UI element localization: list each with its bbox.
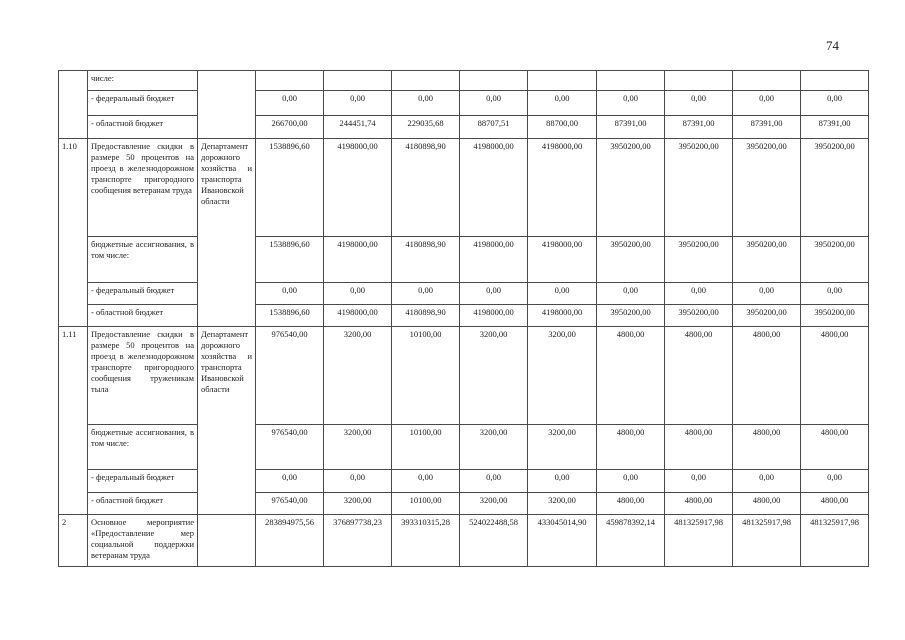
value-cell: 0,00 <box>392 470 460 493</box>
value-cell: 4198000,00 <box>460 139 528 237</box>
value-cell: 3200,00 <box>528 493 597 515</box>
table-row <box>59 425 869 470</box>
value-cell: 88700,00 <box>528 116 597 139</box>
value-cell: 4800,00 <box>801 425 869 470</box>
executor-cell <box>198 71 256 139</box>
value-cell: 0,00 <box>256 91 324 116</box>
value-cell: 4800,00 <box>665 493 733 515</box>
value-cell: 4198000,00 <box>460 237 528 283</box>
value-cell: 4800,00 <box>597 493 665 515</box>
value-cell: 524022488,58 <box>460 515 528 567</box>
value-cell: 0,00 <box>528 91 597 116</box>
value-cell: 0,00 <box>256 283 324 305</box>
value-cell: 0,00 <box>665 91 733 116</box>
row-label: - федеральный бюджет <box>88 91 198 116</box>
row-number-cell <box>59 71 88 139</box>
value-cell <box>324 71 392 91</box>
value-cell: 87391,00 <box>801 116 869 139</box>
budget-table-body <box>59 71 869 567</box>
value-cell: 4198000,00 <box>528 139 597 237</box>
table-row <box>59 139 869 237</box>
measure-description: Предоставление скидки в размере 50 процентов на проезд в железнодорожном транспорте пригородного сообщения ветеранам труда <box>88 139 198 237</box>
value-cell: 4800,00 <box>733 425 801 470</box>
measure-description: Основное мероприятие «Предоставление мер социальной поддержки ветеранам труда <box>88 515 198 567</box>
value-cell: 4800,00 <box>665 327 733 425</box>
row-number-cell: 1.11 <box>59 327 88 515</box>
value-cell: 0,00 <box>256 470 324 493</box>
value-cell: 976540,00 <box>256 493 324 515</box>
table-row <box>59 91 869 116</box>
value-cell: 481325917,98 <box>665 515 733 567</box>
value-cell: 0,00 <box>392 283 460 305</box>
value-cell <box>460 71 528 91</box>
value-cell: 229035,68 <box>392 116 460 139</box>
value-cell: 4800,00 <box>597 425 665 470</box>
value-cell: 459878392,14 <box>597 515 665 567</box>
value-cell: 4198000,00 <box>460 305 528 327</box>
table-row <box>59 327 869 425</box>
table-row <box>59 470 869 493</box>
value-cell: 0,00 <box>665 283 733 305</box>
row-label: - областной бюджет <box>88 493 198 515</box>
value-cell: 0,00 <box>665 470 733 493</box>
table-row <box>59 305 869 327</box>
value-cell: 10100,00 <box>392 425 460 470</box>
value-cell: 4800,00 <box>733 327 801 425</box>
value-cell: 4180898,90 <box>392 139 460 237</box>
value-cell: 4198000,00 <box>324 139 392 237</box>
value-cell: 283894975,56 <box>256 515 324 567</box>
value-cell: 4800,00 <box>597 327 665 425</box>
value-cell: 3950200,00 <box>801 305 869 327</box>
value-cell: 0,00 <box>597 283 665 305</box>
value-cell: 3950200,00 <box>733 139 801 237</box>
row-label: бюджетные ассигнования, в том числе: <box>88 237 198 283</box>
value-cell: 3950200,00 <box>665 305 733 327</box>
value-cell: 3950200,00 <box>597 305 665 327</box>
value-cell: 4198000,00 <box>324 305 392 327</box>
value-cell: 0,00 <box>733 283 801 305</box>
value-cell: 481325917,98 <box>801 515 869 567</box>
row-number-cell: 1.10 <box>59 139 88 327</box>
value-cell: 0,00 <box>801 470 869 493</box>
value-cell: 4800,00 <box>665 425 733 470</box>
value-cell: 376897738,23 <box>324 515 392 567</box>
value-cell: 0,00 <box>733 470 801 493</box>
value-cell: 0,00 <box>324 470 392 493</box>
value-cell: 0,00 <box>392 91 460 116</box>
row-label: - областной бюджет <box>88 116 198 139</box>
value-cell: 10100,00 <box>392 327 460 425</box>
value-cell: 10100,00 <box>392 493 460 515</box>
budget-table <box>58 70 869 567</box>
value-cell: 0,00 <box>324 91 392 116</box>
value-cell: 0,00 <box>324 283 392 305</box>
value-cell: 266700,00 <box>256 116 324 139</box>
value-cell <box>528 71 597 91</box>
value-cell: 3200,00 <box>324 493 392 515</box>
value-cell: 0,00 <box>597 470 665 493</box>
value-cell <box>801 71 869 91</box>
value-cell: 3200,00 <box>460 425 528 470</box>
value-cell: 0,00 <box>528 283 597 305</box>
value-cell: 4800,00 <box>801 327 869 425</box>
row-label: - федеральный бюджет <box>88 283 198 305</box>
value-cell: 3200,00 <box>528 327 597 425</box>
value-cell <box>597 71 665 91</box>
table-row <box>59 283 869 305</box>
value-cell: 976540,00 <box>256 327 324 425</box>
value-cell: 3200,00 <box>324 327 392 425</box>
value-cell: 3200,00 <box>324 425 392 470</box>
value-cell: 433045014,90 <box>528 515 597 567</box>
value-cell: 0,00 <box>733 91 801 116</box>
row-label: - областной бюджет <box>88 305 198 327</box>
value-cell: 3200,00 <box>460 327 528 425</box>
row-label: бюджетные ассигнования, в том числе: <box>88 425 198 470</box>
value-cell: 4198000,00 <box>528 305 597 327</box>
value-cell: 3950200,00 <box>665 237 733 283</box>
table-row <box>59 71 869 91</box>
page-number: 74 <box>826 38 839 53</box>
row-label: числе: <box>88 71 198 91</box>
value-cell: 4198000,00 <box>324 237 392 283</box>
table-row <box>59 515 869 567</box>
value-cell: 976540,00 <box>256 425 324 470</box>
value-cell: 0,00 <box>528 470 597 493</box>
value-cell: 87391,00 <box>733 116 801 139</box>
value-cell: 481325917,98 <box>733 515 801 567</box>
value-cell: 4180898,90 <box>392 305 460 327</box>
value-cell <box>665 71 733 91</box>
row-label: - федеральный бюджет <box>88 470 198 493</box>
value-cell: 3950200,00 <box>801 237 869 283</box>
value-cell: 0,00 <box>597 91 665 116</box>
value-cell: 0,00 <box>801 283 869 305</box>
table-row <box>59 116 869 139</box>
value-cell: 4198000,00 <box>528 237 597 283</box>
table-row <box>59 493 869 515</box>
value-cell: 4800,00 <box>801 493 869 515</box>
value-cell: 3200,00 <box>528 425 597 470</box>
value-cell: 3950200,00 <box>597 237 665 283</box>
table-row <box>59 237 869 283</box>
value-cell: 0,00 <box>460 470 528 493</box>
value-cell <box>733 71 801 91</box>
value-cell <box>256 71 324 91</box>
value-cell: 0,00 <box>460 283 528 305</box>
measure-description: Предоставление скидки в размере 50 процентов на проезд в железнодорожном транспорте пригородного сообщения труженикам тыла <box>88 327 198 425</box>
value-cell: 3950200,00 <box>733 237 801 283</box>
value-cell: 3950200,00 <box>801 139 869 237</box>
value-cell: 244451,74 <box>324 116 392 139</box>
executor-cell: Департамент дорожного хозяйства и транспорта Ивановской области <box>198 327 256 515</box>
value-cell: 3200,00 <box>460 493 528 515</box>
row-number-cell: 2 <box>59 515 88 567</box>
value-cell: 1538896,60 <box>256 237 324 283</box>
value-cell: 3950200,00 <box>597 139 665 237</box>
value-cell: 88707,51 <box>460 116 528 139</box>
value-cell <box>392 71 460 91</box>
value-cell: 4800,00 <box>733 493 801 515</box>
value-cell: 1538896,60 <box>256 139 324 237</box>
value-cell: 393310315,28 <box>392 515 460 567</box>
value-cell: 1538896,60 <box>256 305 324 327</box>
value-cell: 87391,00 <box>665 116 733 139</box>
value-cell: 3950200,00 <box>733 305 801 327</box>
value-cell: 3950200,00 <box>665 139 733 237</box>
value-cell: 87391,00 <box>597 116 665 139</box>
executor-cell <box>198 515 256 567</box>
value-cell: 0,00 <box>460 91 528 116</box>
executor-cell: Департамент дорожного хозяйства и транспорта Ивановской области <box>198 139 256 327</box>
value-cell: 4180898,90 <box>392 237 460 283</box>
value-cell: 0,00 <box>801 91 869 116</box>
